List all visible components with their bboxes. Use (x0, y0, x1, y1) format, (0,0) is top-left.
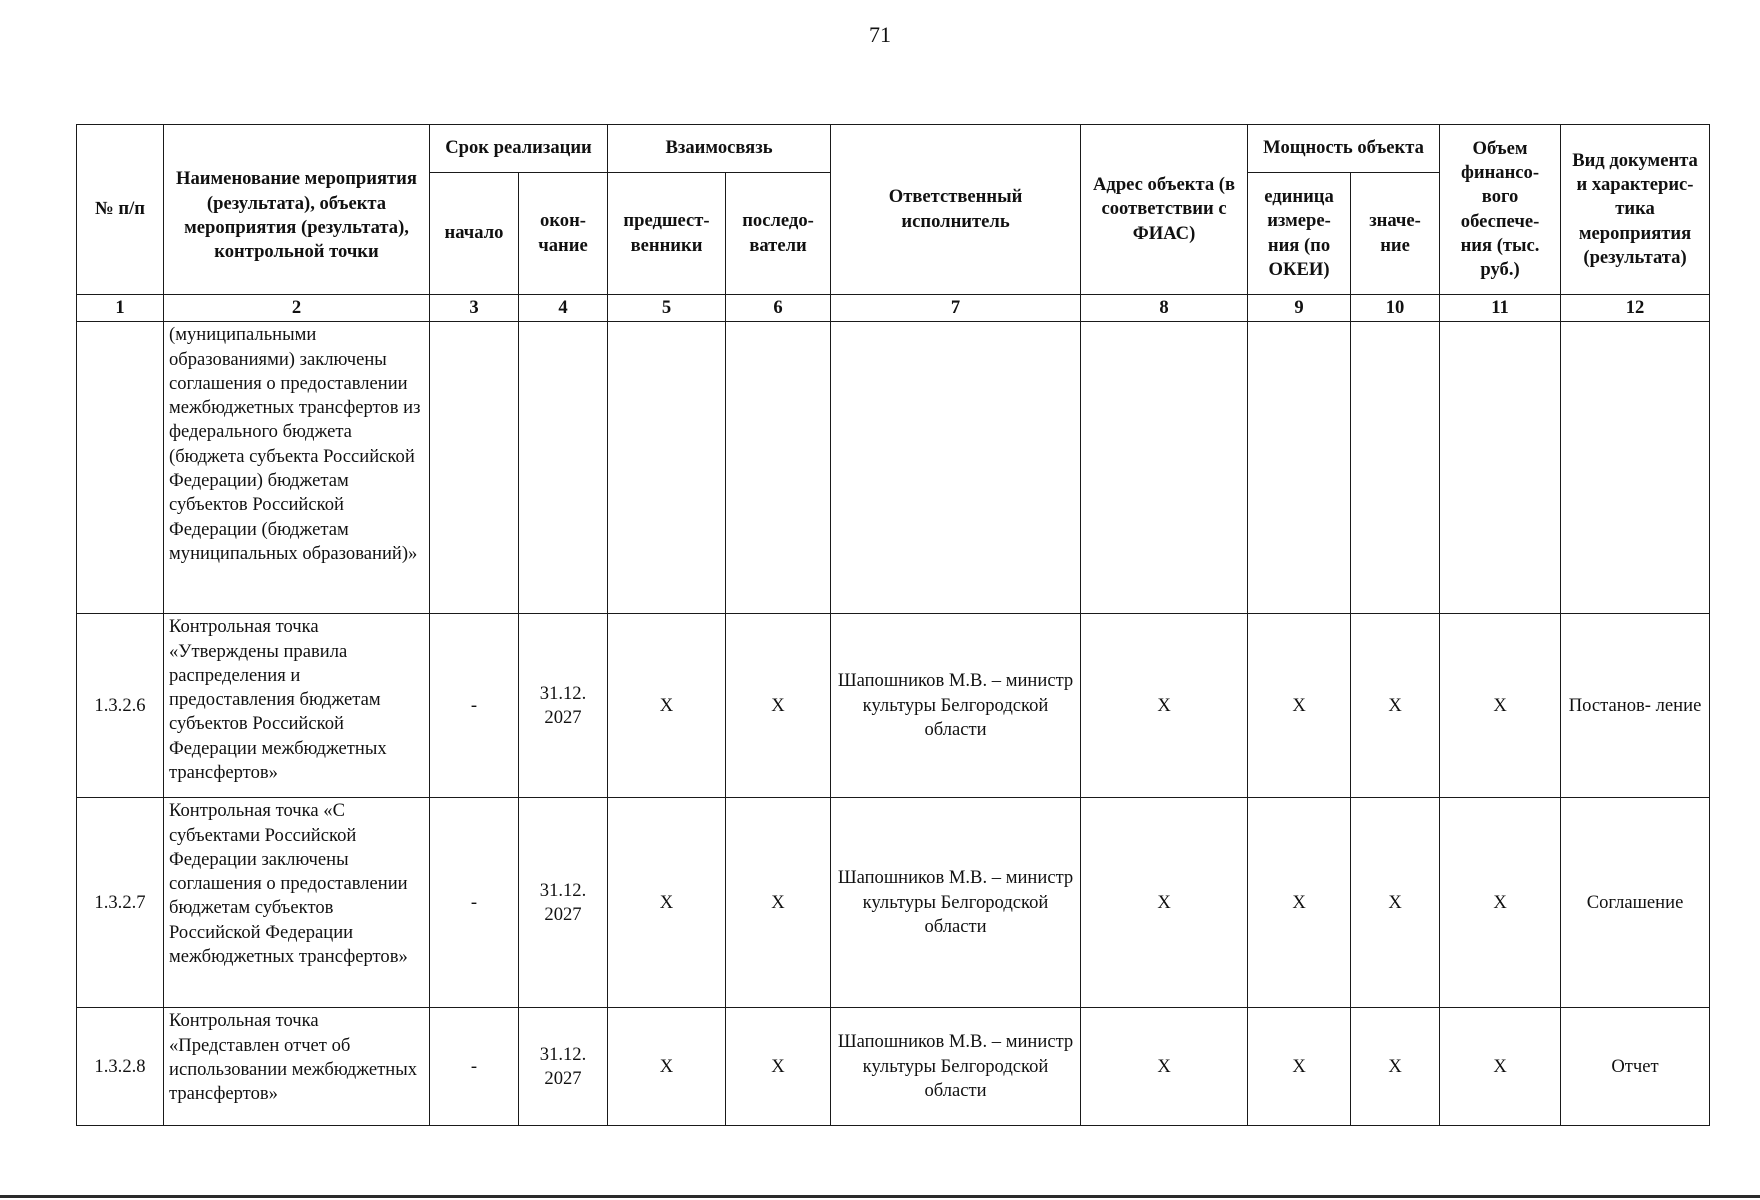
row-next: X (726, 798, 831, 1008)
row-start (430, 322, 519, 614)
row-prev: X (608, 798, 726, 1008)
row-address: X (1081, 1008, 1248, 1126)
row-num: 1.3.2.8 (77, 1008, 164, 1126)
row-prev (608, 322, 726, 614)
row-next (726, 322, 831, 614)
column-number: 11 (1440, 295, 1561, 322)
row-start: - (430, 1008, 519, 1126)
page-number: 71 (869, 22, 891, 47)
row-funding: X (1440, 798, 1561, 1008)
row-next: X (726, 614, 831, 798)
table-row (77, 798, 1710, 1008)
row-doc: Постанов- ление (1561, 614, 1710, 798)
row-address: X (1081, 798, 1248, 1008)
column-number: 10 (1351, 295, 1440, 322)
row-prev: X (608, 1008, 726, 1126)
row-responsible: Шапошников М.В. – министр культуры Белгородской области (831, 614, 1081, 798)
row-unit: X (1248, 614, 1351, 798)
row-next: X (726, 1008, 831, 1126)
row-end: 31.12. 2027 (519, 614, 608, 798)
header-relation: Взаимосвязь (608, 125, 831, 173)
row-name: Контрольная точка «Утверждены правила распределения и предоставления бюджетам субъектов Российской Федерации межбюджетных трансфертов» (164, 614, 430, 798)
row-end: 31.12. 2027 (519, 1008, 608, 1126)
row-value (1351, 322, 1440, 614)
column-number-row (77, 295, 1710, 322)
row-start: - (430, 798, 519, 1008)
column-number: 8 (1081, 295, 1248, 322)
header-relation-next: последо- ватели (726, 173, 831, 295)
row-unit: X (1248, 1008, 1351, 1126)
row-num (77, 322, 164, 614)
header-doc-type: Вид документа и характерис- тика мероприятия (результата) (1561, 125, 1710, 295)
row-num: 1.3.2.6 (77, 614, 164, 798)
column-number: 12 (1561, 295, 1710, 322)
row-prev: X (608, 614, 726, 798)
column-number: 5 (608, 295, 726, 322)
row-name: Контрольная точка «С субъектами Российской Федерации заключены соглашения о предоставлении бюджетам субъектов Российской Федерации межбюджетных трансфертов» (164, 798, 430, 1008)
header-term-end: окон- чание (519, 173, 608, 295)
header-capacity-value: значе- ние (1351, 173, 1440, 295)
header-name: Наименование мероприятия (результата), объекта мероприятия (результата), контрольной точки (164, 125, 430, 295)
header-relation-prev: предшест- венники (608, 173, 726, 295)
column-number: 1 (77, 295, 164, 322)
row-responsible (831, 322, 1081, 614)
row-address (1081, 322, 1248, 614)
row-name: (муниципальными образованиями) заключены соглашения о предоставлении межбюджетных трансфертов из федерального бюджета (бюджета субъекта Российской Федерации) бюджетам субъектов Российской Федерации (бюджетам муниципальных образований)» (164, 322, 430, 614)
column-number: 6 (726, 295, 831, 322)
column-number: 3 (430, 295, 519, 322)
column-number: 7 (831, 295, 1081, 322)
row-funding: X (1440, 614, 1561, 798)
row-responsible: Шапошников М.В. – министр культуры Белгородской области (831, 798, 1081, 1008)
table-row (77, 614, 1710, 798)
table-row (77, 322, 1710, 614)
header-term: Срок реализации (430, 125, 608, 173)
header-num: № п/п (77, 125, 164, 295)
row-funding (1440, 322, 1561, 614)
control-points-table (76, 124, 1710, 1126)
row-value: X (1351, 798, 1440, 1008)
table-row (77, 1008, 1710, 1126)
row-value: X (1351, 614, 1440, 798)
row-address: X (1081, 614, 1248, 798)
column-number: 9 (1248, 295, 1351, 322)
header-capacity: Мощность объекта (1248, 125, 1440, 173)
row-doc: Отчет (1561, 1008, 1710, 1126)
column-number: 4 (519, 295, 608, 322)
row-name: Контрольная точка «Представлен отчет об использовании межбюджетных трансфертов» (164, 1008, 430, 1126)
row-unit: X (1248, 798, 1351, 1008)
row-end (519, 322, 608, 614)
row-end: 31.12. 2027 (519, 798, 608, 1008)
row-doc (1561, 322, 1710, 614)
header-address: Адрес объекта (в соответствии с ФИАС) (1081, 125, 1248, 295)
header-capacity-unit: единица измере- ния (по ОКЕИ) (1248, 173, 1351, 295)
header-funding: Объем финансо- вого обеспече- ния (тыс. руб.) (1440, 125, 1561, 295)
row-responsible: Шапошников М.В. – министр культуры Белгородской области (831, 1008, 1081, 1126)
row-unit (1248, 322, 1351, 614)
header-row-1 (77, 125, 1710, 173)
row-funding: X (1440, 1008, 1561, 1126)
header-term-start: начало (430, 173, 519, 295)
row-num: 1.3.2.7 (77, 798, 164, 1008)
header-responsible: Ответственный исполнитель (831, 125, 1081, 295)
row-doc: Соглашение (1561, 798, 1710, 1008)
row-value: X (1351, 1008, 1440, 1126)
row-start: - (430, 614, 519, 798)
column-number: 2 (164, 295, 430, 322)
bottom-scan-edge (0, 1195, 1760, 1198)
